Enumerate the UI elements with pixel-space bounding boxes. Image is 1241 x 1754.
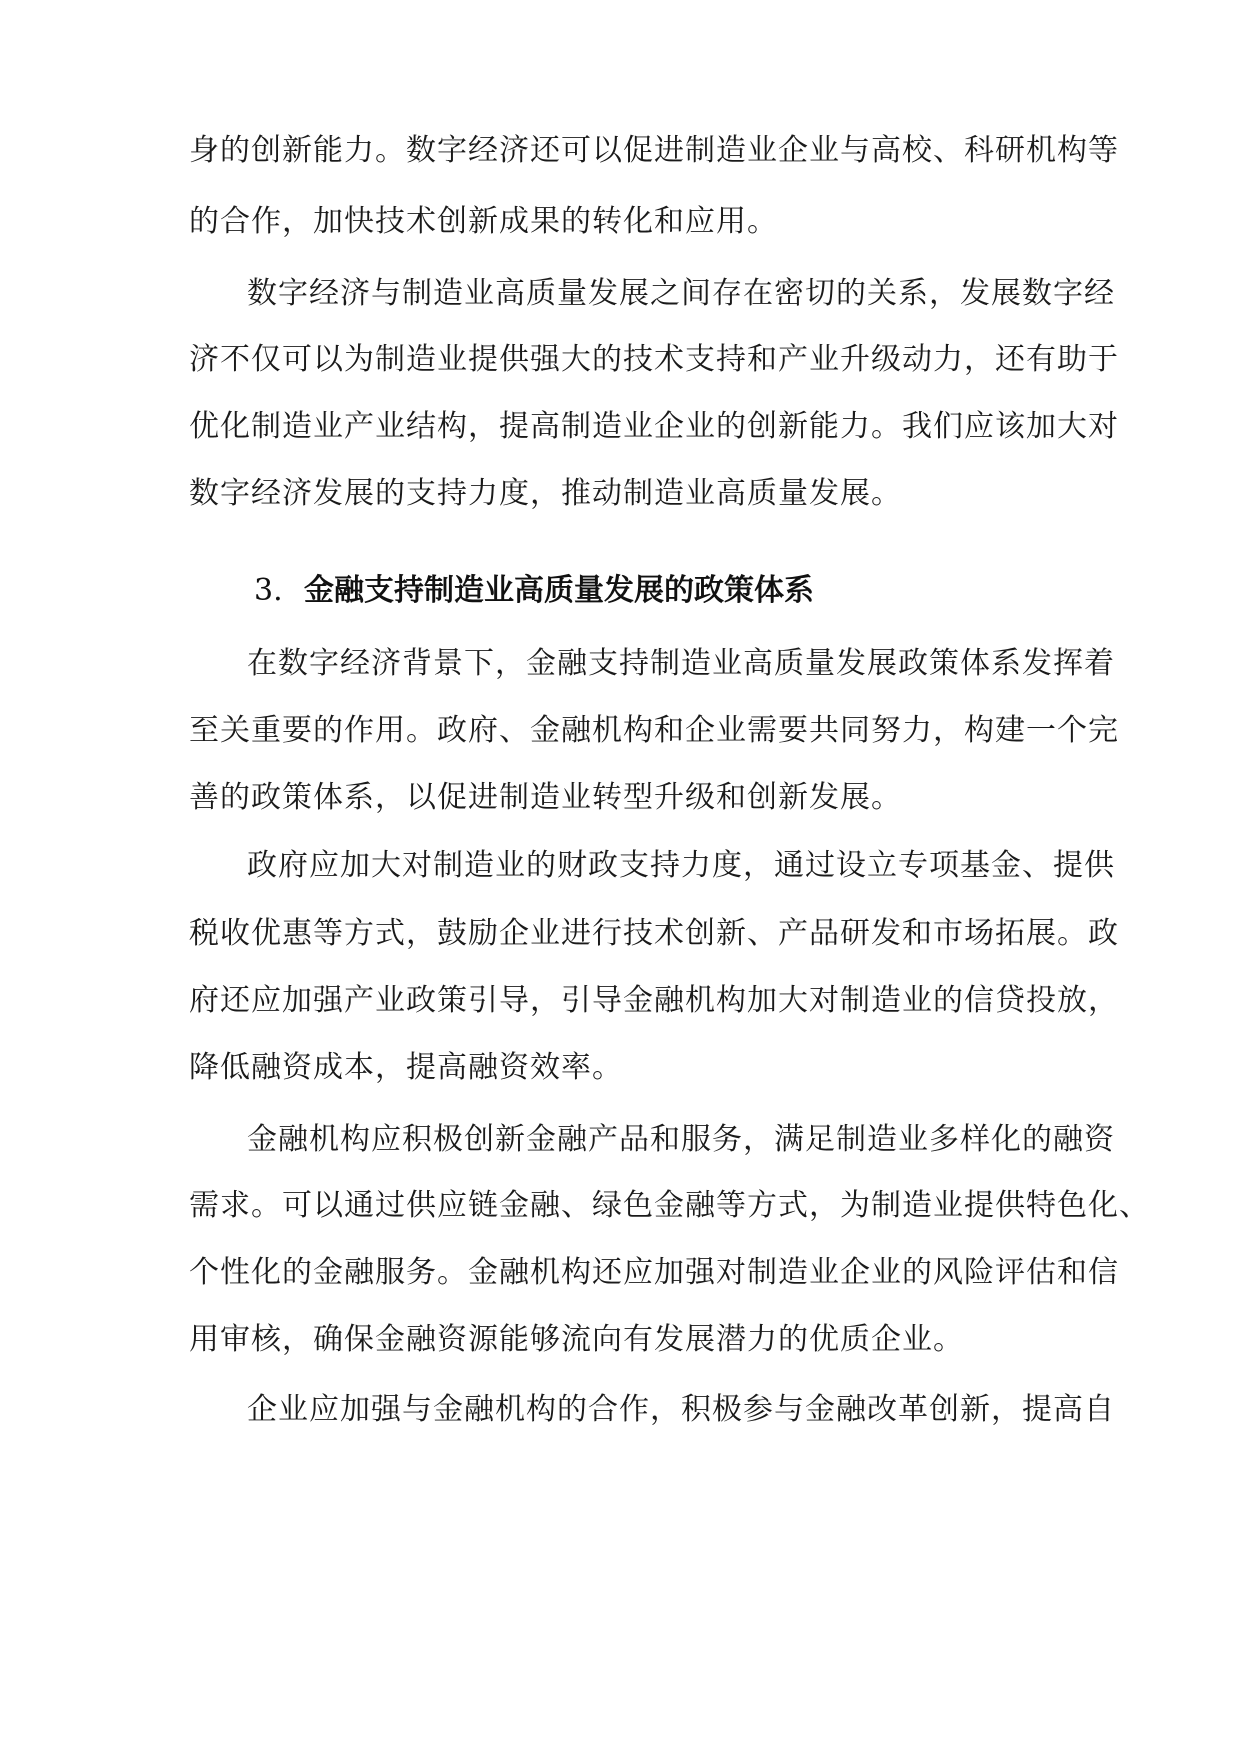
section-title: 金融支持制造业高质量发展的政策体系 <box>304 573 814 608</box>
paragraph-line: 身的创新能力。数字经济还可以促进制造业企业与高校、科研机构等 <box>189 133 1119 168</box>
paragraph-line: 府还应加强产业政策引导，引导金融机构加大对制造业的信贷投放， <box>189 983 1119 1018</box>
paragraph-line: 政府应加大对制造业的财政支持力度，通过设立专项基金、提供 <box>247 848 1115 883</box>
paragraph-line: 数字经济与制造业高质量发展之间存在密切的关系，发展数字经 <box>247 276 1115 311</box>
paragraph-line: 降低融资成本，提高融资效率。 <box>189 1050 623 1085</box>
paragraph-line: 企业应加强与金融机构的合作，积极参与金融改革创新，提高自 <box>247 1392 1115 1427</box>
section-number: 3. <box>254 573 283 608</box>
paragraph-line: 需求。可以通过供应链金融、绿色金融等方式，为制造业提供特色化、 <box>189 1188 1150 1223</box>
paragraph-line: 济不仅可以为制造业提供强大的技术支持和产业升级动力，还有助于 <box>189 342 1119 377</box>
paragraph-line: 善的政策体系，以促进制造业转型升级和创新发展。 <box>189 780 902 815</box>
paragraph-line: 至关重要的作用。政府、金融机构和企业需要共同努力，构建一个完 <box>189 713 1119 748</box>
paragraph-line: 税收优惠等方式，鼓励企业进行技术创新、产品研发和市场拓展。政 <box>189 916 1119 951</box>
paragraph-line: 用审核，确保金融资源能够流向有发展潜力的优质企业。 <box>189 1322 964 1357</box>
paragraph-line: 在数字经济背景下，金融支持制造业高质量发展政策体系发挥着 <box>247 646 1115 681</box>
paragraph-line: 金融机构应积极创新金融产品和服务，满足制造业多样化的融资 <box>247 1122 1115 1157</box>
paragraph-line: 的合作，加快技术创新成果的转化和应用。 <box>189 204 778 239</box>
paragraph-line: 优化制造业产业结构，提高制造业企业的创新能力。我们应该加大对 <box>189 409 1119 444</box>
paragraph-line: 数字经济发展的支持力度，推动制造业高质量发展。 <box>189 476 902 511</box>
section-heading <box>254 571 954 611</box>
paragraph-line: 个性化的金融服务。金融机构还应加强对制造业企业的风险评估和信 <box>189 1255 1119 1290</box>
